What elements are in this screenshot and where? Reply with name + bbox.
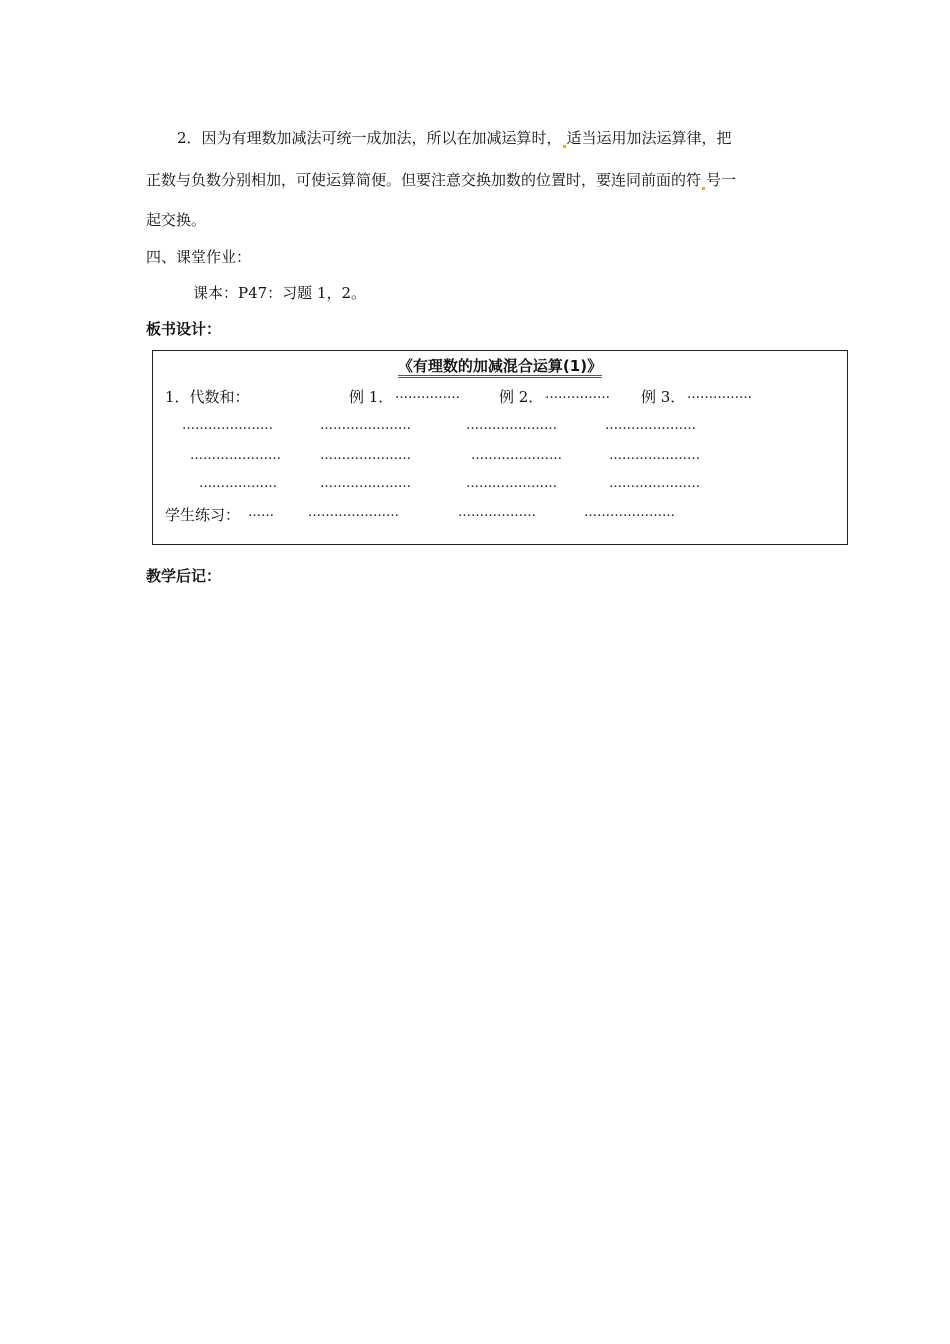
paragraph-2-line-1 [177, 128, 732, 148]
text-segment: 正数与负数分别相加，可使运算简便。但要注意交换加数的位置时，要连同前面的符 [146, 171, 702, 189]
example-3-label: 例 3． [641, 388, 686, 406]
dot-row-3-col-4: ………………… [609, 476, 700, 491]
dot-row-3-col-2: ………………… [320, 476, 411, 491]
practice-dots-1: ………………… [308, 505, 399, 520]
text-segment: 号一 [706, 171, 737, 189]
edit-mark [702, 187, 705, 190]
example-2-dots: …………… [545, 387, 610, 402]
text-segment: 适当运用加法运算律，把 [566, 129, 732, 147]
dot-row-2-col-2: ………………… [320, 448, 411, 463]
practice-dots-2: ……………… [458, 505, 536, 520]
dot-row-3-col-3: ………………… [466, 476, 557, 491]
board-title-text: 《有理数的加减混合运算(1)》 [398, 357, 602, 378]
example-1-dots: …………… [395, 387, 460, 402]
dot-row-2-col-1: ………………… [190, 448, 281, 463]
edit-mark [563, 145, 566, 148]
dot-row-1-col-1: ………………… [182, 418, 273, 433]
dot-row-1-col-2: ………………… [320, 418, 411, 433]
paragraph-2-line-2 [146, 170, 736, 190]
text-segment: 2．因为有理数加减法可统一成加法，所以在加减运算时， [177, 129, 562, 147]
paragraph-2-line-3: 起交换。 [146, 211, 207, 229]
row1-label: 1．代数和： [165, 388, 250, 406]
example-3-dots: …………… [687, 387, 752, 402]
dot-row-2-col-3: ………………… [471, 448, 562, 463]
example-2-label: 例 2． [499, 388, 544, 406]
practice-label: 学生练习： [165, 506, 241, 524]
section-4-heading: 四、课堂作业： [146, 248, 252, 266]
board-title [153, 357, 847, 378]
postscript-heading: 教学后记： [146, 567, 222, 585]
dot-row-1-col-3: ………………… [466, 418, 557, 433]
practice-dots-0: …… [248, 505, 274, 520]
practice-dots-3: ………………… [584, 505, 675, 520]
dot-row-2-col-4: ………………… [609, 448, 700, 463]
dot-row-3-col-1: ……………… [199, 476, 277, 491]
homework-text: 课本：P47：习题 1，2。 [193, 284, 367, 302]
dot-row-1-col-4: ………………… [605, 418, 696, 433]
example-1-label: 例 1． [349, 388, 394, 406]
board-design-heading: 板书设计： [146, 320, 222, 338]
board-design-box [152, 350, 848, 545]
